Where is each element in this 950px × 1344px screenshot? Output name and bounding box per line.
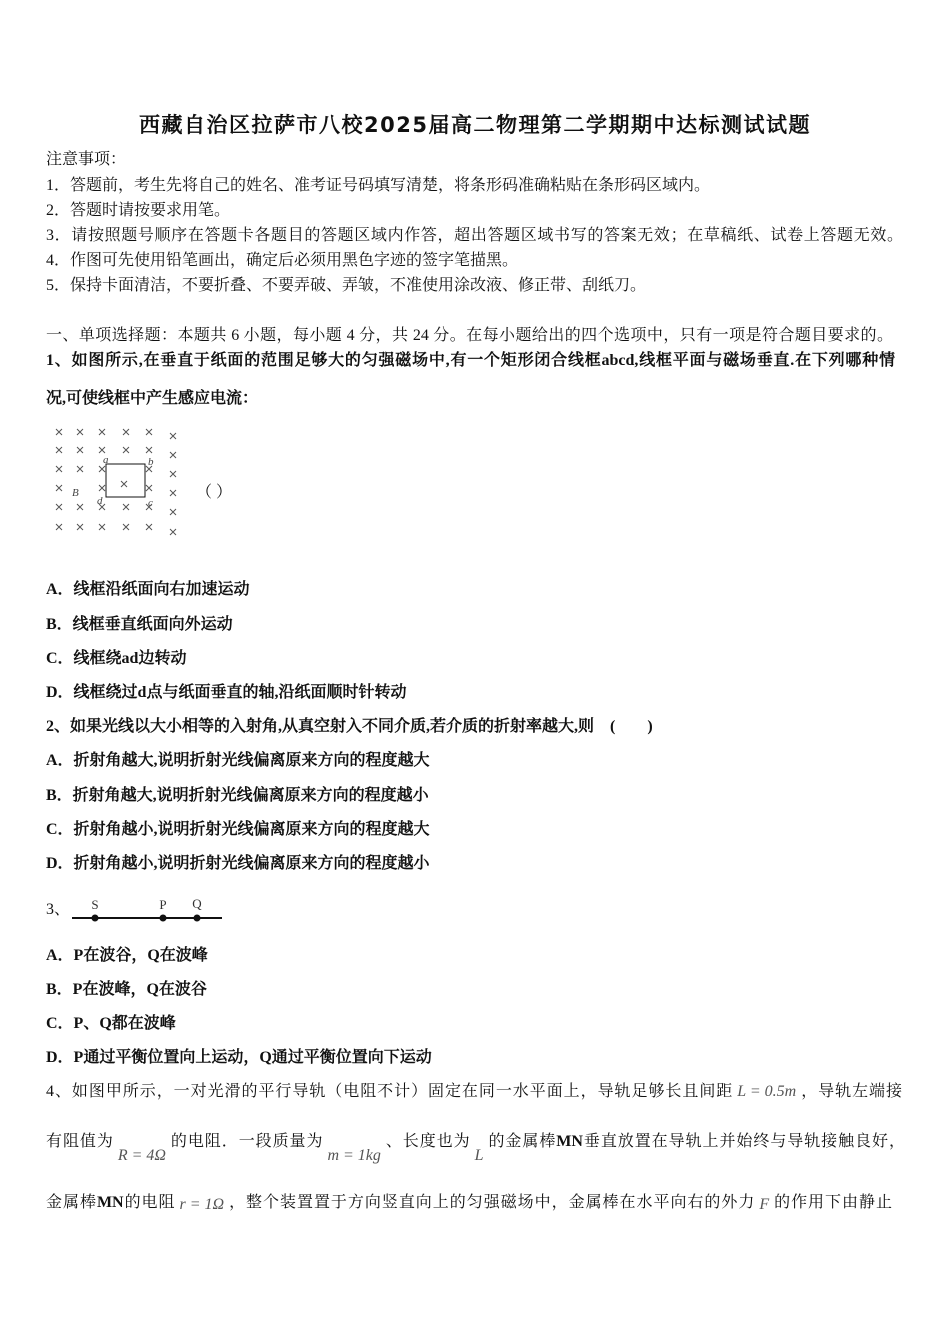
q4-stem-line-2	[46, 1132, 905, 1164]
q4-line1-text-b: ，导轨左端接	[800, 1083, 902, 1100]
field-cross	[56, 504, 62, 510]
point-q-label: Q	[192, 896, 202, 911]
coil-label-b: b	[148, 456, 154, 468]
q4-length-symbol: L	[474, 1147, 484, 1164]
q2-option-a: A．折射角越大,说明折射光线偏离原来方向的程度越大	[46, 752, 430, 769]
q4-rod-name-2: MN	[96, 1194, 124, 1211]
coil-label-d: d	[97, 495, 103, 507]
q4-line3-text-d: 的作用下由静止	[773, 1194, 892, 1211]
q4-line2-text-e: 垂直放置在导轨上并始终与导轨接触良好，	[582, 1133, 905, 1150]
q2-option-c: C．折射角越小,说明折射光线偏离原来方向的程度越大	[46, 821, 430, 838]
field-cross	[56, 429, 62, 435]
note-item-1: 1．答题前，考生先将自己的姓名、准考证号码填写清楚，将条形码准确粘贴在条形码区域内。	[46, 177, 711, 194]
q1-option-d: D．线框绕过d点与纸面垂直的轴,沿纸面顺时针转动	[46, 684, 407, 701]
field-cross	[123, 504, 129, 510]
q4-line1-text-a: 4、如图甲所示，一对光滑的平行导轨（电阻不计）固定在同一水平面上，导轨足够长且间距	[46, 1083, 734, 1100]
field-cross	[56, 485, 62, 491]
q1-option-a: A．线框沿纸面向右加速运动	[46, 581, 250, 598]
notes-heading: 注意事项：	[46, 151, 127, 168]
q4-line3-text-c: ，整个装置置于方向竖直向上的匀强磁场中，金属棒在水平向右的外力	[228, 1194, 756, 1211]
field-cross	[123, 429, 129, 435]
section-heading: 一、单项选择题：本题共 6 小题，每小题 4 分，共 24 分。在每小题给出的四个选项中，只有一项是符合题目要求的。	[46, 327, 893, 344]
field-cross	[146, 447, 152, 453]
field-cross	[56, 466, 62, 472]
q4-line2-text-d: 的金属棒	[487, 1133, 557, 1150]
q4-resistor-formula: R = 4Ω	[117, 1147, 166, 1164]
field-cross	[99, 485, 105, 491]
q3-option-b: B．P在波峰，Q在波谷	[46, 981, 207, 998]
field-cross	[170, 509, 176, 515]
q3-option-d: D．P通过平衡位置向上运动，Q通过平衡位置向下运动	[46, 1049, 432, 1066]
point-q-dot	[194, 915, 201, 922]
field-label-b: B	[72, 487, 79, 499]
q3-option-c: C．P、Q都在波峰	[46, 1015, 176, 1032]
q4-line3-text-b: 的电阻	[123, 1194, 176, 1211]
field-cross	[170, 471, 176, 477]
q4-line3-text-a: 金属棒	[46, 1194, 97, 1211]
field-cross	[99, 429, 105, 435]
field-cross	[170, 452, 176, 458]
point-s-label: S	[91, 897, 99, 912]
q4-mass-formula: m = 1kg	[327, 1147, 381, 1164]
q4-rod-resistance-formula: r = 1Ω	[179, 1196, 225, 1213]
point-p-label: P	[159, 897, 167, 912]
q1-stem-line-2: 况,可使线框中产生感应电流：	[46, 390, 259, 407]
field-cross	[77, 447, 83, 453]
q1-magnetic-field-figure	[48, 420, 188, 542]
field-cross	[77, 504, 83, 510]
point-p-dot	[160, 915, 167, 922]
q3-wave-figure	[70, 893, 230, 925]
field-cross	[56, 524, 62, 530]
note-item-2: 2．答题时请按要求用笔。	[46, 202, 231, 219]
q2-option-b: B．折射角越大,说明折射光线偏离原来方向的程度越小	[46, 787, 429, 804]
coil-label-a: a	[103, 454, 109, 466]
q4-stem-line-1	[46, 1082, 902, 1102]
q4-line2-text-c: 、长度也为	[384, 1133, 471, 1150]
q1-option-c: C．线框绕ad边转动	[46, 650, 187, 667]
field-cross	[170, 490, 176, 496]
field-cross	[77, 429, 83, 435]
note-item-3: 3．请按照题号顺序在答题卡各题目的答题区域内作答，超出答题区域书写的答案无效；在草稿纸、试卷上答题无效。	[46, 227, 903, 244]
q4-rail-spacing-formula: L = 0.5m	[737, 1083, 797, 1100]
field-cross	[146, 524, 152, 530]
field-cross	[99, 447, 105, 453]
field-cross	[121, 481, 127, 487]
coil-label-c: c	[148, 497, 153, 509]
q4-line2-text-a: 有阻值为	[46, 1133, 114, 1150]
field-cross	[123, 447, 129, 453]
field-cross	[99, 524, 105, 530]
q3-number: 3、	[46, 901, 71, 918]
field-cross	[170, 529, 176, 535]
page-title: 西藏自治区拉萨市八校2025届高二物理第二学期期中达标测试试题	[139, 113, 811, 137]
q4-rod-name: MN	[556, 1133, 583, 1150]
coil-frame	[106, 464, 145, 497]
q2-option-d: D．折射角越小,说明折射光线偏离原来方向的程度越小	[46, 855, 430, 872]
field-crosses	[56, 429, 176, 535]
point-s-dot	[92, 915, 99, 922]
q2-stem: 2、如果光线以大小相等的入射角,从真空射入不同介质,若介质的折射率越大,则 ( )	[46, 718, 653, 735]
field-cross	[170, 433, 176, 439]
field-cross	[146, 429, 152, 435]
q1-answer-blank: （ ）	[196, 484, 233, 501]
field-cross	[146, 485, 152, 491]
q3-option-a: A．P在波谷，Q在波峰	[46, 947, 208, 964]
q1-stem-line-1: 1、如图所示,在垂直于纸面的范围足够大的匀强磁场中,有一个矩形闭合线框abcd,线框平面与磁场垂直.在下列哪种情	[46, 352, 895, 369]
field-cross	[56, 447, 62, 453]
field-cross	[123, 524, 129, 530]
note-item-4: 4．作图可先使用铅笔画出，确定后必须用黑色字迹的签字笔描黑。	[46, 252, 519, 269]
q4-force-symbol: F	[759, 1196, 770, 1213]
field-cross	[77, 466, 83, 472]
q4-stem-line-3	[46, 1193, 892, 1213]
field-cross	[99, 466, 105, 472]
q4-line2-text-b: 的电阻．一段质量为	[169, 1133, 324, 1150]
q1-option-b: B．线框垂直纸面向外运动	[46, 616, 233, 633]
note-item-5: 5．保持卡面清洁，不要折叠、不要弄破、弄皱，不准使用涂改液、修正带、刮纸刀。	[46, 277, 647, 294]
field-cross	[77, 524, 83, 530]
